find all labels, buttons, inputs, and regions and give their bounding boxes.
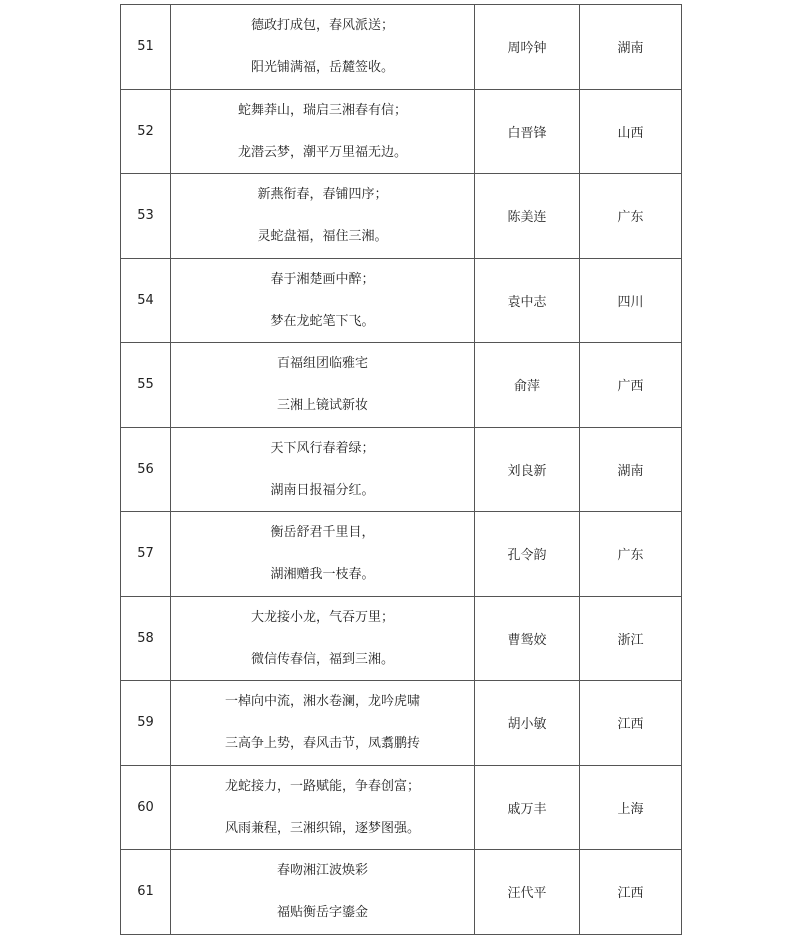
couplet-line-2: 风雨兼程，三湘织锦，逐梦图强。: [224, 820, 420, 836]
couplet-line-1: 一棹向中流，湘水卷澜，龙吟虎啸: [224, 694, 420, 710]
author-name: 陈美连: [475, 174, 580, 259]
table-row: [121, 850, 682, 935]
table-row: [121, 89, 682, 174]
author-name: 孔令韵: [475, 512, 580, 597]
entry-number: 56: [121, 427, 171, 512]
couplet-line-1: 春吻湘江波焕彩: [276, 863, 368, 879]
table-row: [121, 512, 682, 597]
author-province: 上海: [580, 765, 682, 850]
author-name: 白晋锋: [475, 89, 580, 174]
couplet-line-2: 灵蛇盘福，福住三湘。: [257, 229, 388, 245]
author-name: 汪代平: [475, 850, 580, 935]
author-province: 湖南: [580, 5, 682, 90]
couplet-cell: [171, 681, 475, 766]
couplet-cell: [171, 765, 475, 850]
author-name: 俞萍: [475, 343, 580, 428]
couplet-line-1: 衡岳舒君千里目，: [270, 525, 375, 541]
author-province: 四川: [580, 258, 682, 343]
table-row: [121, 174, 682, 259]
author-name: 袁中志: [475, 258, 580, 343]
table-row: [121, 258, 682, 343]
couplet-line-1: 龙蛇接力，一路赋能，争春创富；: [224, 778, 420, 794]
table-row: [121, 5, 682, 90]
author-name: 胡小敏: [475, 681, 580, 766]
author-name: 周吟钟: [475, 5, 580, 90]
entry-number: 57: [121, 512, 171, 597]
couplet-line-2: 梦在龙蛇笔下飞。: [270, 313, 375, 329]
table-row: [121, 427, 682, 512]
couplet-cell: [171, 89, 475, 174]
couplet-line-2: 三高争上势，春风击节，凤翥鹏抟: [224, 736, 420, 752]
couplet-cell: [171, 258, 475, 343]
couplet-cell: [171, 596, 475, 681]
couplet-cell: [171, 427, 475, 512]
table-row: [121, 596, 682, 681]
couplet-line-2: 龙潜云梦，潮平万里福无边。: [237, 144, 407, 160]
couplet-line-1: 新燕衔春，春铺四序；: [257, 187, 388, 203]
author-province: 山西: [580, 89, 682, 174]
author-province: 广西: [580, 343, 682, 428]
author-name: 曹鸳姣: [475, 596, 580, 681]
couplet-line-1: 天下风行春着绿；: [270, 440, 375, 456]
couplet-line-2: 湖湘赠我一枝春。: [270, 567, 375, 583]
entry-number: 55: [121, 343, 171, 428]
entry-number: 58: [121, 596, 171, 681]
entries-body: [121, 5, 682, 935]
couplet-line-1: 蛇舞莽山，瑞启三湘春有信；: [237, 102, 407, 118]
entry-number: 53: [121, 174, 171, 259]
couplet-cell: [171, 850, 475, 935]
author-province: 浙江: [580, 596, 682, 681]
table-row: [121, 681, 682, 766]
table-row: [121, 765, 682, 850]
author-province: 江西: [580, 850, 682, 935]
author-province: 广东: [580, 174, 682, 259]
couplet-line-2: 阳光铺满福，岳麓签收。: [250, 60, 394, 76]
couplet-cell: [171, 512, 475, 597]
couplet-line-1: 百福组团临雅宅: [276, 356, 368, 372]
couplet-line-2: 湖南日报福分红。: [270, 482, 375, 498]
couplet-cell: [171, 5, 475, 90]
author-province: 湖南: [580, 427, 682, 512]
couplet-line-1: 春于湘楚画中醉；: [270, 271, 375, 287]
couplet-line-2: 微信传春信，福到三湘。: [250, 651, 394, 667]
couplet-line-2: 福贴衡岳字鎏金: [276, 905, 368, 921]
author-province: 广东: [580, 512, 682, 597]
couplet-line-1: 大龙接小龙，气吞万里；: [250, 609, 394, 625]
entry-number: 59: [121, 681, 171, 766]
author-province: 江西: [580, 681, 682, 766]
entry-number: 52: [121, 89, 171, 174]
entry-number: 51: [121, 5, 171, 90]
entry-number: 61: [121, 850, 171, 935]
entry-number: 54: [121, 258, 171, 343]
couplet-cell: [171, 343, 475, 428]
entry-number: 60: [121, 765, 171, 850]
entries-table: [120, 4, 682, 935]
couplet-line-2: 三湘上镜试新妆: [276, 398, 368, 414]
author-name: 戚万丰: [475, 765, 580, 850]
couplet-line-1: 德政打成包，春风派送；: [250, 18, 394, 34]
author-name: 刘良新: [475, 427, 580, 512]
table-row: [121, 343, 682, 428]
couplet-cell: [171, 174, 475, 259]
